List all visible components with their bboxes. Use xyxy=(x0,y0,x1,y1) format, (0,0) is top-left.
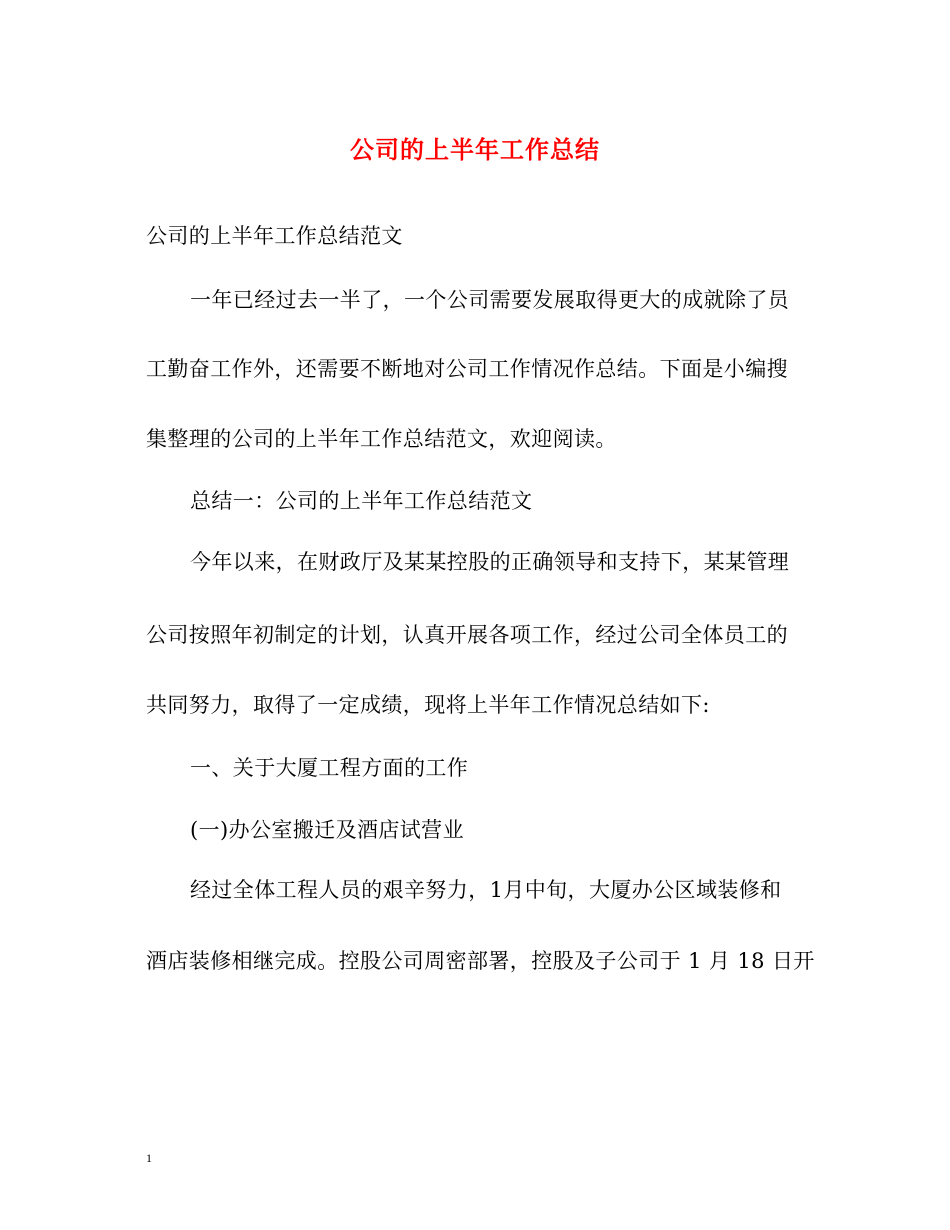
subsection-heading: (一)办公室搬迁及酒店试营业 xyxy=(190,818,464,842)
paragraph-line: 今年以来，在财政厅及某某控股的正确领导和支持下，某某管理 xyxy=(190,550,790,574)
paragraph-line: 共同努力，取得了一定成绩，现将上半年工作情况总结如下: xyxy=(146,693,710,717)
paragraph-line: 经过全体工程人员的艰辛努力，1月中旬，大厦办公区域装修和 xyxy=(190,878,782,902)
paragraph-line: 酒店装修相继完成。控股公司周密部署，控股及子公司于 1 月 18 日开 xyxy=(146,949,815,973)
paragraph-line: 工勤奋工作外，还需要不断地对公司工作情况作总结。下面是小编搜 xyxy=(146,357,788,381)
section-heading: 一、关于大厦工程方面的工作 xyxy=(190,756,469,780)
paragraph-line: 公司按照年初制定的计划，认真开展各项工作，经过公司全体员工的 xyxy=(146,623,788,647)
document-title: 公司的上半年工作总结 xyxy=(350,135,600,164)
document-subtitle: 公司的上半年工作总结范文 xyxy=(146,224,403,248)
page-number: 1 xyxy=(146,1151,152,1165)
paragraph-line: 集整理的公司的上半年工作总结范文，欢迎阅读。 xyxy=(146,427,617,451)
paragraph-line: 一年已经过去一半了，一个公司需要发展取得更大的成就除了员 xyxy=(190,288,790,312)
section-heading: 总结一：公司的上半年工作总结范文 xyxy=(190,489,533,513)
